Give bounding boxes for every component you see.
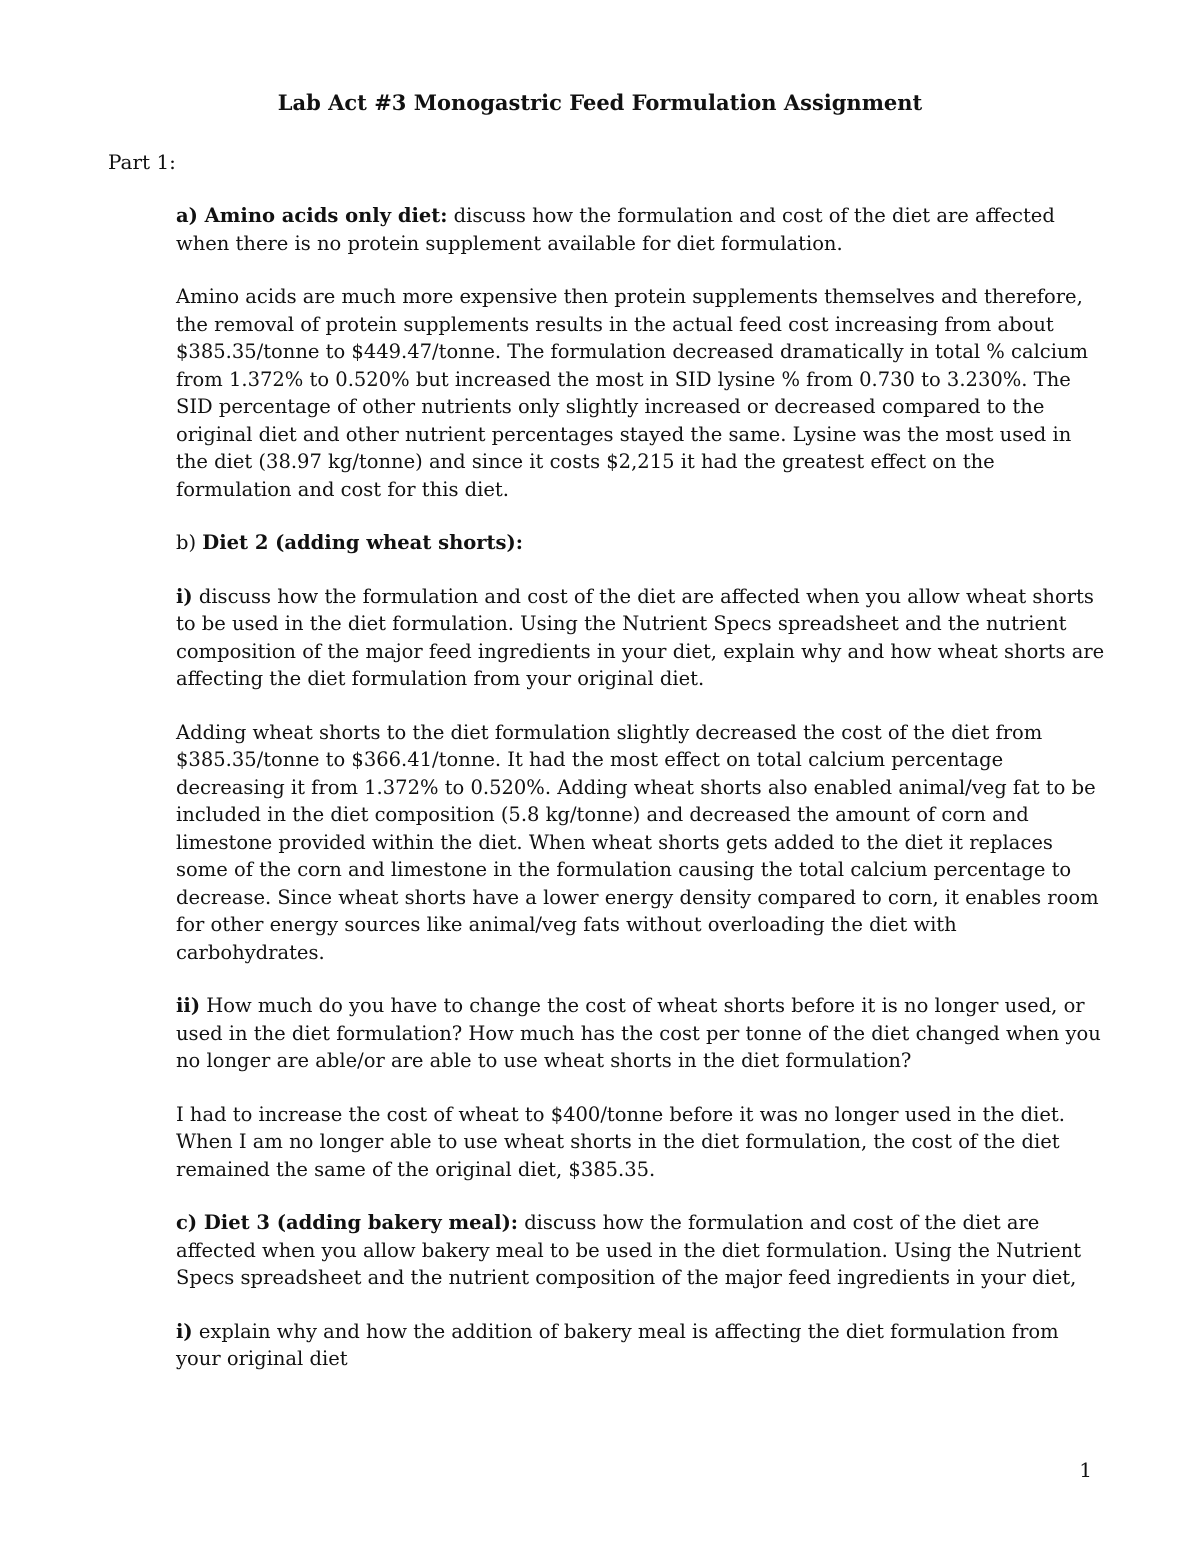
section-b-ii-question: [176, 992, 1106, 1075]
section-b-ii-question-text: How much do you have to change the cost of wheat shorts before it is no longer used, or used in the diet formulation? How much has the cost per tonne of the diet changed when you no longer are able/or are able to use wheat shorts in the diet formulation?: [176, 994, 1101, 1072]
section-c-i-question-text: explain why and how the addition of bakery meal is affecting the diet formulation from your original diet: [176, 1319, 1059, 1370]
section-b-i-question: [176, 583, 1106, 693]
page-number: 1: [1079, 1458, 1092, 1482]
section-b-i-answer: Adding wheat shorts to the diet formulation slightly decreased the cost of the diet from $385.35/tonne to $366.41/tonne. It had the most effect on total calcium percentage decreasing it from 1.372% to 0.520%. Adding wheat shorts also enabled animal/veg fat to be included in the diet composition (5.8 kg/tonne) and decreased the amount of corn and limestone provided within the diet. When wheat shorts gets added to the diet it replaces some of the corn and limestone in the formulation causing the total calcium percentage to decrease. Since wheat shorts have a lower energy density compared to corn, it enables room for other energy sources like animal/veg fats without overloading the diet with carbohydrates.: [176, 720, 1099, 964]
section-c-question: [176, 1209, 1106, 1292]
section-b-ii-answer: I had to increase the cost of wheat to $400/tonne before it was no longer used in the diet. When I am no longer able to use wheat shorts in the diet formulation, the cost of the diet remained the same of the original diet, $385.35.: [176, 1102, 1065, 1181]
section-b-label: Diet 2 (adding wheat shorts):: [202, 531, 523, 554]
document-title: Lab Act #3 Monogastric Feed Formulation Assignment: [277, 90, 923, 115]
section-a-question: [176, 202, 1106, 257]
section-c-i-question: [176, 1318, 1106, 1373]
section-b-ii-label: ii): [176, 994, 201, 1017]
section-b-i-label: i): [176, 584, 193, 608]
section-c-question-text: discuss how the formulation and cost of the diet are affected when you allow bakery meal to be used in the diet formulation. Using the Nutrient Specs spreadsheet and the nutrient composition of the major feed ingredients in your diet,: [176, 1211, 1082, 1289]
section-a-label: a) Amino acids only diet:: [176, 204, 448, 227]
section-c-i-label: i): [176, 1319, 193, 1343]
section-a-question-text: discuss how the formulation and cost of the diet are affected when there is no protein supplement available for diet formulation.: [176, 204, 1055, 255]
section-b-heading: [176, 529, 1106, 557]
document-body: [176, 202, 1106, 1399]
section-b-label-prefix: b): [176, 531, 203, 554]
section-c-label: c) Diet 3 (adding bakery meal):: [176, 1211, 518, 1234]
part-label: Part 1:: [108, 150, 176, 174]
section-b-i-question-text: discuss how the formulation and cost of the diet are affected when you allow wheat shorts to be used in the diet formulation. Using the Nutrient Specs spreadsheet and the nutrient composition of the major feed ingredients in your diet, explain why and how wheat shorts are affecting the diet formulation from your original diet.: [176, 584, 1105, 690]
section-a-answer: Amino acids are much more expensive then protein supplements themselves and therefore, the removal of protein supplements results in the actual feed cost increasing from about $385.35/tonne to $449.47/tonne. The formulation decreased dramatically in total % calcium from 1.372% to 0.520% but increased the most in SID lysine % from 0.730 to 3.230%. The SID percentage of other nutrients only slightly increased or decreased compared to the original diet and other nutrient percentages stayed the same. Lysine was the most used in the diet (38.97 kg/tonne) and since it costs $2,215 it had the greatest effect on the formulation and cost for this diet.: [176, 285, 1089, 501]
